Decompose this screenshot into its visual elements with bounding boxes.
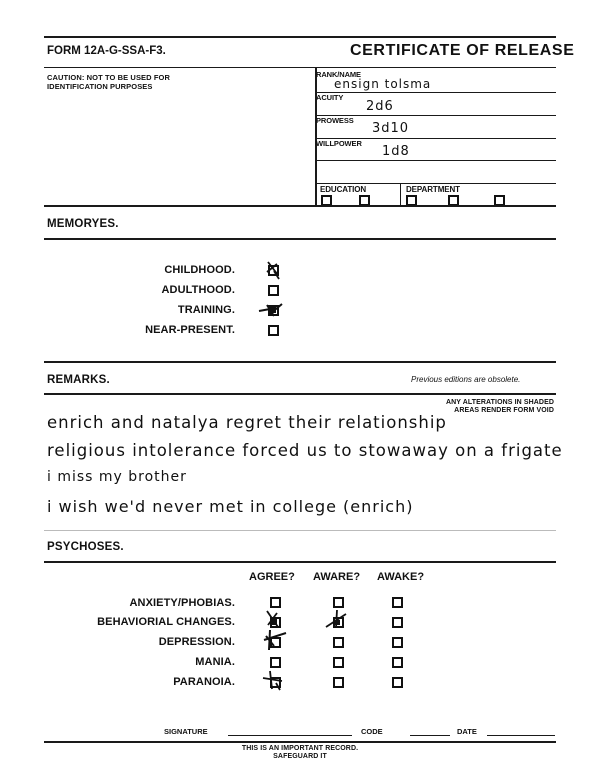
alteration-line-1: ANY ALTERATIONS IN SHADED [445, 399, 554, 406]
remarks-top-rule [44, 361, 556, 363]
mania-agree-checkbox[interactable] [270, 657, 281, 668]
footer-notice-line-2: SAFEGUARD IT [273, 753, 327, 760]
mania-awake-checkbox[interactable] [392, 657, 403, 668]
behavioral-agree-checkbox[interactable] [270, 617, 281, 628]
prowess-field[interactable]: 3d10 [372, 121, 410, 136]
date-field[interactable] [487, 735, 555, 736]
remarks-line-2[interactable]: religious intolerance forced us to stowaway on a frigate [47, 441, 563, 460]
mania-aware-checkbox[interactable] [333, 657, 344, 668]
memory-checkbox-childhood[interactable] [268, 265, 279, 276]
caution-line-2: IDENTIFICATION PURPOSES [47, 82, 153, 91]
memoryes-rule [44, 238, 556, 240]
department-label: DEPARTMENT [406, 185, 460, 194]
obsolete-notice: Previous editions are obsolete. [411, 375, 521, 384]
prowess-label: PROWESS [316, 116, 354, 125]
psychoses-title: PSYCHOSES. [47, 541, 124, 553]
form-title: CERTIFICATE OF RELEASE [350, 42, 575, 59]
anxiety-agree-checkbox[interactable] [270, 597, 281, 608]
acuity-label: ACUITY [316, 93, 344, 102]
psychosis-label-paranoia: PARANOIA. [173, 676, 235, 688]
footer-rule [44, 741, 556, 743]
willpower-label: WILLPOWER [316, 139, 362, 148]
code-label: CODE [361, 727, 383, 736]
memoryes-title: MEMORYES. [47, 218, 119, 230]
psychoses-rule [44, 561, 556, 563]
memory-label-training: TRAINING. [177, 304, 235, 316]
education-label: EDUCATION [320, 185, 367, 194]
remarks-line-1[interactable]: enrich and natalya regret their relationship [47, 413, 447, 432]
column-awake: AWAKE? [377, 571, 425, 583]
memory-label-adulthood: ADULTHOOD. [161, 284, 235, 296]
column-agree: AGREE? [249, 571, 295, 583]
rank-name-rule [315, 92, 556, 93]
memory-checkbox-adulthood[interactable] [268, 285, 279, 296]
header-bottom-rule [44, 205, 556, 207]
memory-checkbox-near-present[interactable] [268, 325, 279, 336]
depression-awake-checkbox[interactable] [392, 637, 403, 648]
alteration-line-2: AREAS RENDER FORM VOID [454, 407, 554, 414]
caution-line-1: CAUTION: NOT TO BE USED FOR [47, 73, 170, 82]
top-rule [44, 36, 556, 38]
psychosis-label-behavioral: BEHAVIORIAL CHANGES. [97, 616, 235, 628]
remarks-line-3[interactable]: i miss my brother [47, 469, 187, 485]
memory-label-childhood: CHILDHOOD. [164, 264, 235, 276]
blank-field[interactable] [317, 161, 555, 182]
memory-label-near-present: NEAR-PRESENT. [145, 324, 235, 336]
form-id: FORM 12A-G-SSA-F3. [47, 45, 166, 57]
psychoses-top-rule [44, 530, 556, 531]
education-department-divider [400, 183, 401, 205]
caution-text [47, 73, 170, 91]
psychosis-label-mania: MANIA. [195, 656, 235, 668]
signature-field[interactable] [228, 735, 352, 736]
anxiety-aware-checkbox[interactable] [333, 597, 344, 608]
acuity-field[interactable]: 2d6 [366, 99, 394, 114]
footer-notice [200, 745, 400, 761]
footer-notice-line-1: THIS IS AN IMPORTANT RECORD. [241, 745, 359, 752]
behavioral-aware-checkbox[interactable] [333, 617, 344, 628]
remarks-line-4[interactable]: i wish we'd never met in college (enrich) [47, 497, 414, 516]
code-field[interactable] [410, 735, 450, 736]
willpower-field[interactable]: 1d8 [382, 144, 410, 159]
paranoia-awake-checkbox[interactable] [392, 677, 403, 688]
remarks-title: REMARKS. [47, 374, 110, 386]
blank-rule [315, 183, 556, 184]
fields-box-left-border [315, 67, 317, 206]
column-aware: AWARE? [313, 571, 361, 583]
signature-label: SIGNATURE [164, 727, 208, 736]
date-label: DATE [457, 727, 477, 736]
psychosis-label-anxiety: ANXIETY/PHOBIAS. [129, 597, 235, 609]
paranoia-aware-checkbox[interactable] [333, 677, 344, 688]
paranoia-agree-checkbox[interactable] [270, 677, 281, 688]
behavioral-awake-checkbox[interactable] [392, 617, 403, 628]
rank-name-field[interactable]: ensign tolsma [334, 77, 432, 91]
depression-agree-checkbox[interactable] [270, 637, 281, 648]
anxiety-awake-checkbox[interactable] [392, 597, 403, 608]
memory-checkbox-training[interactable] [268, 305, 279, 316]
rank-name-label: RANK/NAME [316, 70, 361, 79]
depression-aware-checkbox[interactable] [333, 637, 344, 648]
remarks-rule [44, 393, 556, 395]
psychosis-label-depression: DEPRESSION. [158, 636, 235, 648]
header-rule [44, 67, 556, 68]
